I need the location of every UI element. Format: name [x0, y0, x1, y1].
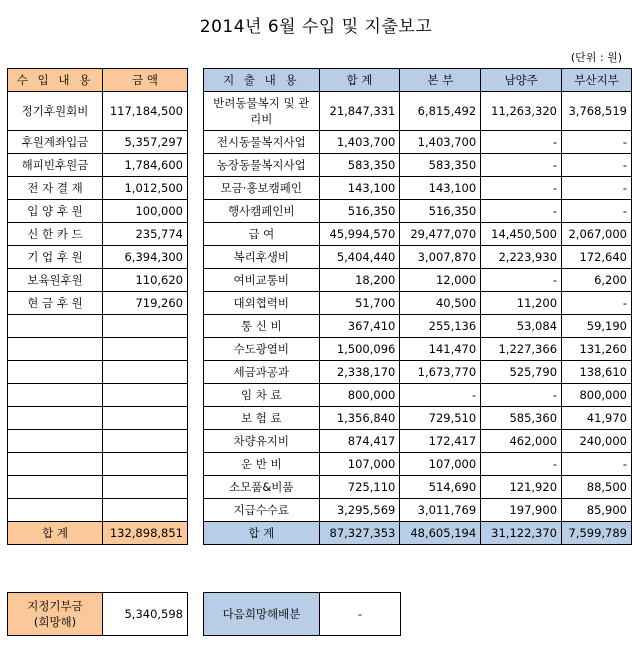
expense-total: 107,000	[319, 453, 400, 476]
expense-hq: 12,000	[400, 269, 481, 292]
expense-hq: 172,417	[400, 430, 481, 453]
expense-busan: 240,000	[562, 430, 632, 453]
expense-hq: 516,350	[400, 200, 481, 223]
expense-item: 소모품&비품	[204, 476, 320, 499]
expense-namyangju: 14,450,500	[481, 223, 562, 246]
expense-total: 1,403,700	[319, 131, 400, 154]
expense-hq: 141,470	[400, 338, 481, 361]
expense-row	[204, 269, 632, 292]
expense-busan: 85,900	[562, 499, 632, 522]
income-amount: 100,000	[103, 200, 188, 223]
expense-row	[204, 384, 632, 407]
expense-row	[204, 407, 632, 430]
income-empty-cell	[8, 384, 103, 407]
expense-hq: -	[400, 384, 481, 407]
income-empty-cell	[103, 361, 188, 384]
income-empty-cell	[8, 453, 103, 476]
income-amount: 1,012,500	[103, 177, 188, 200]
expense-item: 통 신 비	[204, 315, 320, 338]
income-item: 기 업 후 원	[8, 246, 103, 269]
expense-namyangju: 462,000	[481, 430, 562, 453]
expense-busan: 59,190	[562, 315, 632, 338]
expense-hq: 583,350	[400, 154, 481, 177]
designated-label-line1: 지정기부금	[27, 599, 83, 613]
income-total-amount: 132,898,851	[103, 522, 188, 545]
income-empty-row	[8, 315, 188, 338]
expense-total: 1,500,096	[319, 338, 400, 361]
income-empty-cell	[8, 499, 103, 522]
income-row	[8, 269, 188, 292]
expense-hq: 514,690	[400, 476, 481, 499]
income-empty-cell	[103, 407, 188, 430]
expense-row	[204, 315, 632, 338]
income-empty-row	[8, 384, 188, 407]
income-amount: 235,774	[103, 223, 188, 246]
expense-row	[204, 338, 632, 361]
income-total-label: 합 계	[8, 522, 103, 545]
expense-namyangju: 121,920	[481, 476, 562, 499]
expense-header-row	[204, 69, 632, 92]
expense-busan: 41,970	[562, 407, 632, 430]
expense-namyangju: 11,263,320	[481, 92, 562, 131]
expense-total-label: 합 계	[204, 522, 320, 545]
income-empty-cell	[103, 453, 188, 476]
expense-hq: 29,477,070	[400, 223, 481, 246]
expense-total: 583,350	[319, 154, 400, 177]
expense-hq-header: 본 부	[400, 69, 481, 92]
expense-item: 복리후생비	[204, 246, 320, 269]
expense-table	[203, 68, 632, 545]
income-row	[8, 154, 188, 177]
income-empty-cell	[103, 338, 188, 361]
expense-total-namyangju: 31,122,370	[481, 522, 562, 545]
expense-busan: 131,260	[562, 338, 632, 361]
income-empty-cell	[8, 430, 103, 453]
income-empty-row	[8, 453, 188, 476]
expense-item-header: 지 출 내 용	[204, 69, 320, 92]
income-table	[7, 68, 188, 545]
expense-hq: 3,007,870	[400, 246, 481, 269]
expense-row	[204, 453, 632, 476]
income-amount: 1,784,600	[103, 154, 188, 177]
expense-row	[204, 292, 632, 315]
income-empty-row	[8, 476, 188, 499]
expense-total: 874,417	[319, 430, 400, 453]
expense-busan: 6,200	[562, 269, 632, 292]
expense-total: 2,338,170	[319, 361, 400, 384]
expense-busan: -	[562, 154, 632, 177]
expense-item: 여비교통비	[204, 269, 320, 292]
income-empty-cell	[103, 430, 188, 453]
income-empty-cell	[8, 338, 103, 361]
income-row	[8, 177, 188, 200]
expense-row	[204, 177, 632, 200]
expense-busan: 800,000	[562, 384, 632, 407]
income-amount: 719,260	[103, 292, 188, 315]
expense-hq: 1,403,700	[400, 131, 481, 154]
expense-item: 수도광열비	[204, 338, 320, 361]
expense-item: 보 험 료	[204, 407, 320, 430]
expense-namyangju: 2,223,930	[481, 246, 562, 269]
income-item: 보육원후원	[8, 269, 103, 292]
income-row	[8, 92, 188, 131]
expense-hq: 143,100	[400, 177, 481, 200]
expense-total: 21,847,331	[319, 92, 400, 131]
expense-total: 367,410	[319, 315, 400, 338]
expense-total: 3,295,569	[319, 499, 400, 522]
expense-item: 농장동물복지사업	[204, 154, 320, 177]
report-title: 2014년 6월 수입 및 지출보고	[199, 17, 433, 37]
expense-row	[204, 430, 632, 453]
expense-busan: -	[562, 453, 632, 476]
income-amount: 6,394,300	[103, 246, 188, 269]
income-empty-row	[8, 430, 188, 453]
expense-namyangju: 525,790	[481, 361, 562, 384]
distribution-table	[203, 592, 401, 636]
income-empty-cell	[103, 499, 188, 522]
income-empty-cell	[8, 361, 103, 384]
expense-total-sum: 87,327,353	[319, 522, 400, 545]
income-amount-header: 금 액	[103, 69, 188, 92]
expense-row	[204, 246, 632, 269]
income-item: 정기후원회비	[8, 92, 103, 131]
expense-hq: 1,673,770	[400, 361, 481, 384]
expense-item: 지급수수료	[204, 499, 320, 522]
expense-busan: -	[562, 200, 632, 223]
expense-namyangju: -	[481, 177, 562, 200]
expense-busan: 172,640	[562, 246, 632, 269]
expense-namyangju: 53,084	[481, 315, 562, 338]
expense-item: 반려동물복지 및 관리비	[204, 92, 320, 131]
expense-item: 운 반 비	[204, 453, 320, 476]
expense-namyangju: -	[481, 453, 562, 476]
distribution-label: 다음희망해배분	[204, 593, 320, 636]
expense-hq: 107,000	[400, 453, 481, 476]
income-empty-cell	[8, 407, 103, 430]
income-empty-cell	[103, 315, 188, 338]
income-amount: 110,620	[103, 269, 188, 292]
expense-hq: 6,815,492	[400, 92, 481, 131]
expense-hq: 40,500	[400, 292, 481, 315]
expense-busan: -	[562, 131, 632, 154]
income-item: 후원계좌입금	[8, 131, 103, 154]
expense-total-row	[204, 522, 632, 545]
expense-item: 모금·홍보캠페인	[204, 177, 320, 200]
expense-row	[204, 361, 632, 384]
distribution-amount: -	[320, 593, 401, 636]
expense-total: 5,404,440	[319, 246, 400, 269]
expense-namyangju: -	[481, 154, 562, 177]
expense-total: 1,356,840	[319, 407, 400, 430]
income-empty-cell	[8, 315, 103, 338]
expense-busan: 138,610	[562, 361, 632, 384]
expense-busan: -	[562, 177, 632, 200]
income-item: 신 한 카 드	[8, 223, 103, 246]
expense-row	[204, 476, 632, 499]
income-item: 현 금 후 원	[8, 292, 103, 315]
expense-busan: 2,067,000	[562, 223, 632, 246]
expense-row	[204, 92, 632, 131]
designated-donation-amount: 5,340,598	[103, 593, 188, 636]
expense-namyangju: -	[481, 269, 562, 292]
income-empty-row	[8, 361, 188, 384]
expense-total-busan: 7,599,789	[562, 522, 632, 545]
expense-total: 800,000	[319, 384, 400, 407]
expense-row	[204, 200, 632, 223]
expense-namyangju: 197,900	[481, 499, 562, 522]
income-row	[8, 292, 188, 315]
expense-total-header: 합 계	[319, 69, 400, 92]
income-item: 해피빈후원금	[8, 154, 103, 177]
income-empty-row	[8, 407, 188, 430]
expense-total: 51,700	[319, 292, 400, 315]
income-amount: 5,357,297	[103, 131, 188, 154]
expense-busan: 88,500	[562, 476, 632, 499]
income-empty-cell	[103, 476, 188, 499]
expense-total: 725,110	[319, 476, 400, 499]
expense-item: 임 차 료	[204, 384, 320, 407]
income-row	[8, 200, 188, 223]
income-row	[8, 131, 188, 154]
expense-item: 차량유지비	[204, 430, 320, 453]
expense-row	[204, 131, 632, 154]
expense-item: 전시동물복지사업	[204, 131, 320, 154]
expense-total: 516,350	[319, 200, 400, 223]
income-empty-cell	[103, 384, 188, 407]
expense-busan: -	[562, 292, 632, 315]
expense-total: 45,994,570	[319, 223, 400, 246]
expense-total: 143,100	[319, 177, 400, 200]
income-row	[8, 223, 188, 246]
expense-namyangju: 1,227,366	[481, 338, 562, 361]
income-empty-row	[8, 499, 188, 522]
income-item: 입 양 후 원	[8, 200, 103, 223]
unit-label: (단위 : 원)	[570, 51, 622, 64]
expense-namyangju: -	[481, 384, 562, 407]
income-row	[8, 246, 188, 269]
income-empty-cell	[8, 476, 103, 499]
designated-donation-table	[7, 592, 188, 636]
expense-hq: 729,510	[400, 407, 481, 430]
expense-row	[204, 499, 632, 522]
expense-total-hq: 48,605,194	[400, 522, 481, 545]
income-empty-row	[8, 338, 188, 361]
expense-item: 세금과공과	[204, 361, 320, 384]
expense-hq: 255,136	[400, 315, 481, 338]
expense-namyangju: -	[481, 131, 562, 154]
income-amount: 117,184,500	[103, 92, 188, 131]
expense-item: 행사캠페인비	[204, 200, 320, 223]
expense-row	[204, 223, 632, 246]
designated-label-line2: (희망해)	[33, 615, 77, 629]
expense-row	[204, 154, 632, 177]
expense-namyangju: 11,200	[481, 292, 562, 315]
expense-namyangju: -	[481, 200, 562, 223]
income-header-row	[8, 69, 188, 92]
income-item: 전 자 결 재	[8, 177, 103, 200]
expense-busan-header: 부산지부	[562, 69, 632, 92]
expense-hq: 3,011,769	[400, 499, 481, 522]
expense-item: 급 여	[204, 223, 320, 246]
expense-busan: 3,768,519	[562, 92, 632, 131]
expense-namyangju: 585,360	[481, 407, 562, 430]
expense-namyangju-header: 남양주	[481, 69, 562, 92]
expense-total: 18,200	[319, 269, 400, 292]
income-item-header: 수 입 내 용	[8, 69, 103, 92]
income-total-row	[8, 522, 188, 545]
designated-donation-label	[8, 593, 103, 636]
expense-item: 대외협력비	[204, 292, 320, 315]
